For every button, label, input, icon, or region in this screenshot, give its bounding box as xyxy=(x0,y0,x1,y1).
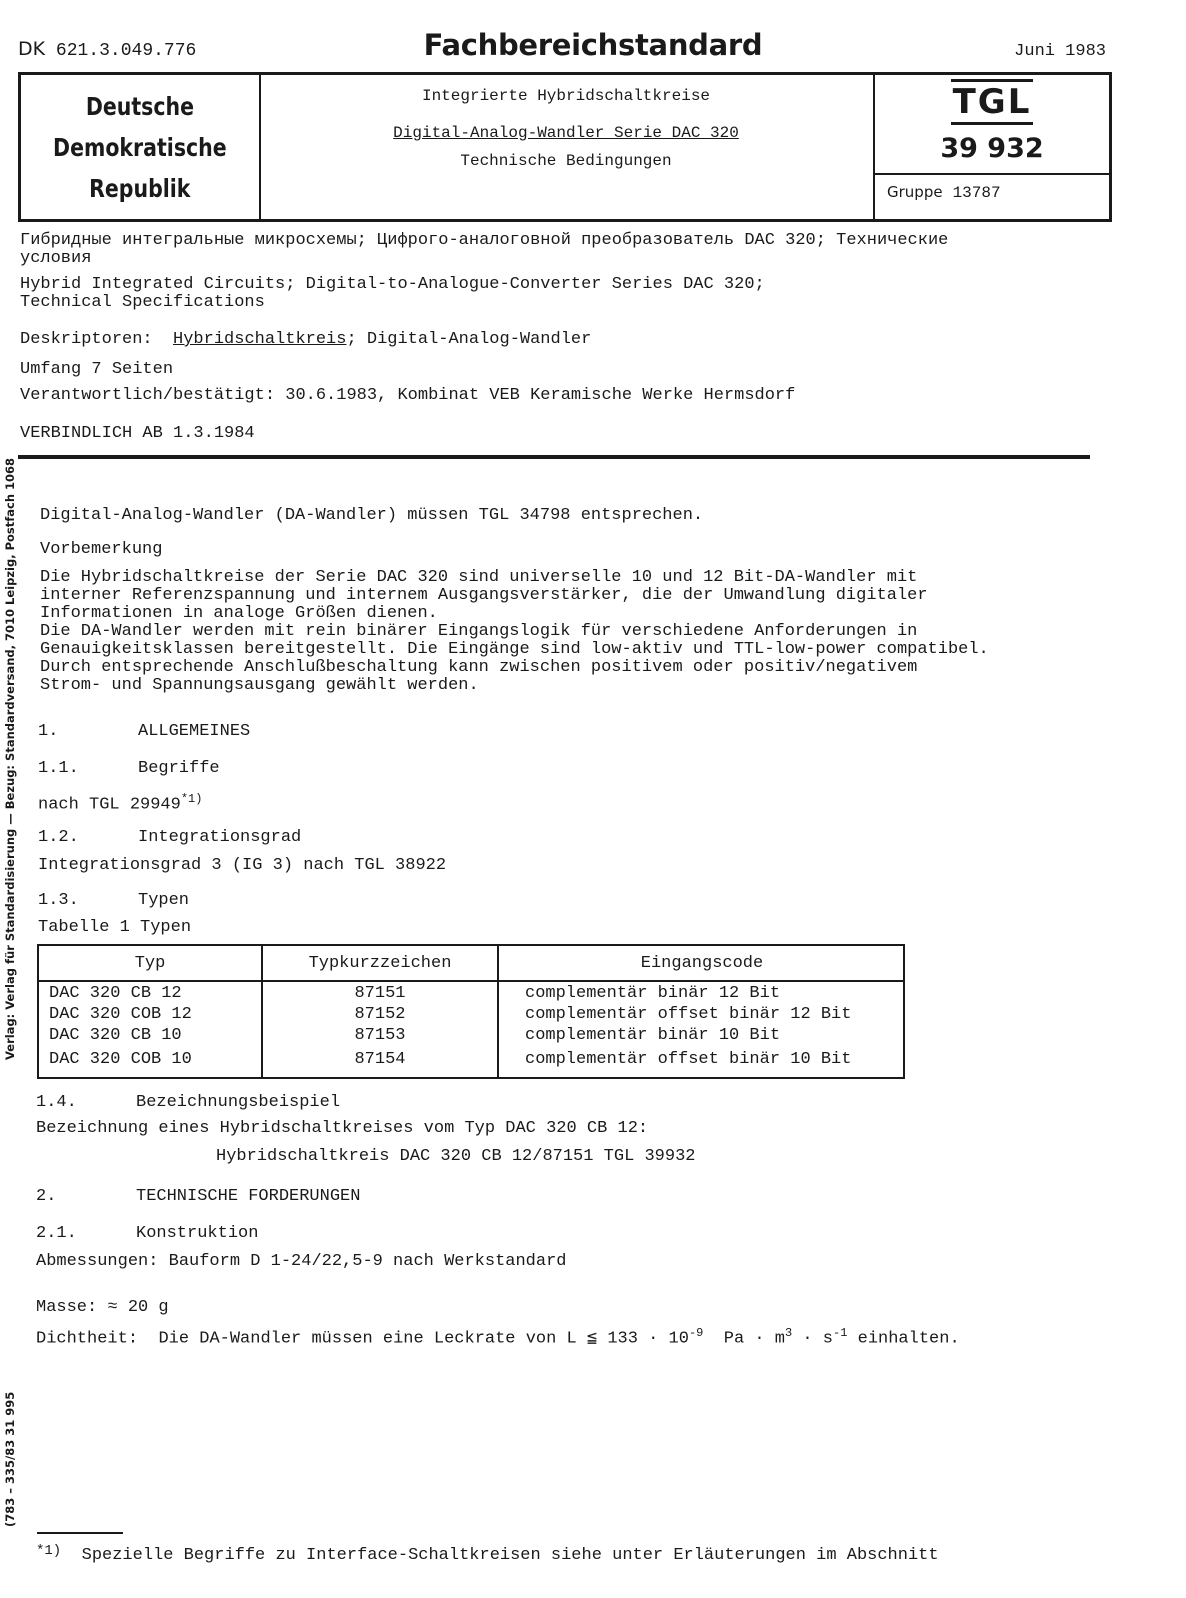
table-cell: complementär offset binär 12 Bit xyxy=(525,1005,852,1024)
header-box xyxy=(18,72,1112,222)
verbindlich: VERBINDLICH AB 1.3.1984 xyxy=(20,424,255,443)
section-1-4-text: Bezeichnung eines Hybridschaltkreises vom Typ DAC 320 CB 12: xyxy=(36,1119,649,1138)
section-1-title: ALLGEMEINES xyxy=(138,722,251,741)
dk-label: DK xyxy=(18,38,46,60)
section-1-3-number: 1.3. xyxy=(38,891,79,910)
table-cell: DAC 320 CB 10 xyxy=(49,1026,182,1045)
deskriptoren: Deskriptoren: Hybridschaltkreis; Digital-Analog-Wandler xyxy=(20,330,592,349)
section-2-title: TECHNISCHE FORDERUNGEN xyxy=(136,1187,361,1206)
gruppe: Gruppe 13787 xyxy=(887,183,1001,202)
title-line: Integrierte Hybridschaltkreise xyxy=(421,87,711,105)
verantwortlich: Verantwortlich/bestätigt: 30.6.1983, Kombinat VEB Keramische Werke Hermsdorf xyxy=(20,386,796,405)
abmessungen: Abmessungen: Bauform D 1-24/22,5-9 nach Werkstandard xyxy=(36,1252,567,1271)
document-title xyxy=(259,75,875,219)
section-1-1-title: Begriffe xyxy=(138,759,220,778)
section-1-1-number: 1.1. xyxy=(38,759,79,778)
designation-example: Hybridschaltkreis DAC 320 CB 12/87151 TGL 39932 xyxy=(216,1147,696,1166)
intro-text: Digital-Analog-Wandler (DA-Wandler) müssen TGL 34798 entsprechen. xyxy=(40,506,704,525)
types-table xyxy=(37,944,905,1079)
issue-date: Juni 1983 xyxy=(1014,42,1106,61)
table-header: Typ xyxy=(134,954,166,973)
masse: Masse: ≈ 20 g xyxy=(36,1298,169,1317)
tgl-logo: TGL xyxy=(875,85,1109,119)
table-header: Typkurzzeichen xyxy=(308,954,452,973)
header-rule xyxy=(18,455,1090,459)
section-1-number: 1. xyxy=(38,722,59,741)
section-1-4-title: Bezeichnungsbeispiel xyxy=(136,1093,341,1112)
table-cell: 87153 xyxy=(354,1026,406,1045)
title-russian: Гибридные интегральные микросхемы; Цифрого-аналоговной преобразователь DAC 320; Технические условия xyxy=(20,231,949,268)
title-line: Technische Bedingungen xyxy=(460,152,672,170)
dichtheit: Dichtheit: Die DA-Wandler müssen eine Leckrate von L ≦ $133 \cdot 10^{-9}$ $Pa \cdot m^3 \cdot s^{-1}$ einhalten. xyxy=(36,1326,960,1349)
section-1-2-number: 1.2. xyxy=(38,828,79,847)
table-cell: 87152 xyxy=(354,1005,406,1024)
title-line-main: Digital-Analog-Wandler Serie DAC 320 xyxy=(393,124,739,142)
table-cell: complementär binär 12 Bit xyxy=(525,984,781,1003)
footnote-mark: *1) xyxy=(36,1543,62,1559)
table-cell: 87154 xyxy=(354,1050,406,1069)
title-english: Hybrid Integrated Circuits; Digital-to-Analogue-Converter Series DAC 320; Technical Specifications xyxy=(20,275,765,312)
dk-number: 621.3.049.776 xyxy=(55,41,197,61)
section-1-1-text: nach TGL 29949$^{*1)}$ xyxy=(38,792,203,815)
table-cell: DAC 320 COB 10 xyxy=(49,1050,192,1069)
section-1-4-number: 1.4. xyxy=(36,1093,77,1112)
section-2-1-number: 2.1. xyxy=(36,1224,77,1243)
vorbemerkung-title: Vorbemerkung xyxy=(40,540,163,559)
table-header: Eingangscode xyxy=(640,954,764,973)
tgl-number: 39 932 xyxy=(940,133,1044,164)
table-cell: DAC 320 CB 12 xyxy=(49,984,182,1003)
footnote-rule xyxy=(37,1532,123,1534)
publisher-side-text: Verlag: Verlag für Standardisierung — Bezug: Standardversand, 7010 Leipzig, Postfach 1068 xyxy=(3,457,17,1060)
section-1-2-title: Integrationsgrad xyxy=(138,828,302,847)
umfang: Umfang 7 Seiten xyxy=(20,360,174,379)
country-name: Deutsche Demokratische Republik xyxy=(21,75,261,219)
footnote: $^{*1)}$ Spezielle Begriffe zu Interface-Schaltkreisen siehe unter Erläuterungen im Abschnitt xyxy=(36,1543,939,1565)
print-code-side-text: (783 – 335/83 31 995 xyxy=(3,1391,17,1527)
tgl-block xyxy=(875,75,1109,219)
table-cell: 87151 xyxy=(354,984,406,1003)
standard-type: Fachbereichstandard xyxy=(423,28,763,62)
section-1-2-text: Integrationsgrad 3 (IG 3) nach TGL 38922 xyxy=(38,856,447,875)
section-1-3-title: Typen xyxy=(138,891,190,910)
footnote-ref: *1) xyxy=(180,792,203,806)
table-cell: complementär offset binär 10 Bit xyxy=(525,1050,852,1069)
section-2-number: 2. xyxy=(36,1187,57,1206)
section-2-1-title: Konstruktion xyxy=(136,1224,259,1243)
vorbemerkung-text: Die Hybridschaltkreise der Serie DAC 320 sind universelle 10 und 12 Bit-DA-Wandler mit interner Referenzspannung und internem Ausgangsverstärker, die der Umwandlung digitaler Informationen in analoge Größen dienen. Die DA-Wandler werden mit rein binärer Eingangslogik für verschiedene Anforderungen in Genauigkeitsklassen bereitgestellt. Die Eingänge sind low-aktiv und TTL-low-power compatibel. Durch entsprechende Anschlußbeschaltung kann zwischen positivem oder positiv/negativem Strom- und Spannungsausgang gewählt werden. xyxy=(40,568,989,695)
table-cell: DAC 320 COB 12 xyxy=(49,1005,192,1024)
table-caption: Tabelle 1 Typen xyxy=(38,918,192,937)
table-cell: complementär binär 10 Bit xyxy=(525,1026,781,1045)
